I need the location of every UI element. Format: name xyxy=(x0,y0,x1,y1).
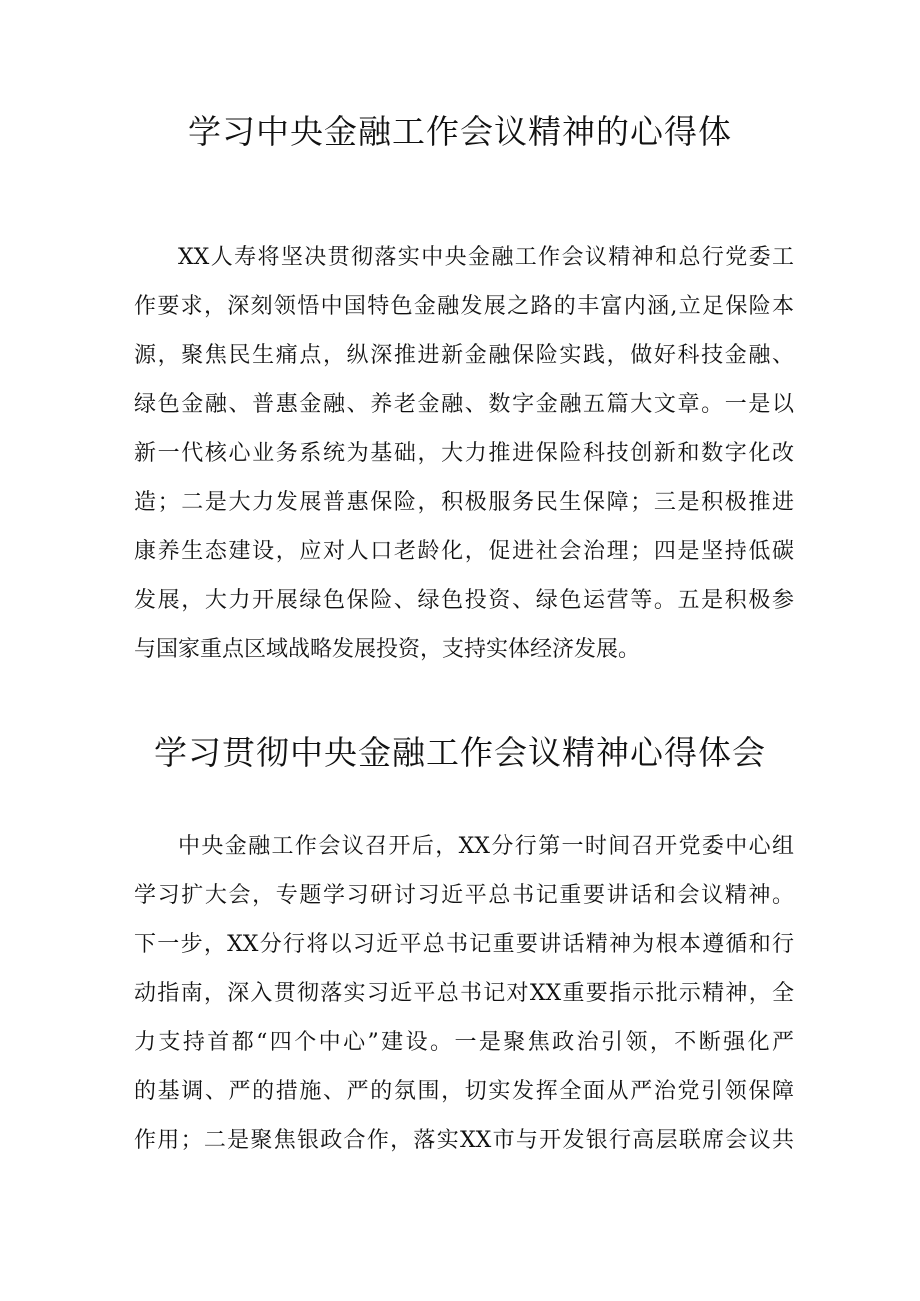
paragraph-line: 造；二是大力发展普惠保险，积极服务民生保障；三是积极推进 xyxy=(134,490,794,515)
paragraph-line: 力支持首都“四个中心”建设。一是聚焦政治引领，不断强化严 xyxy=(134,1030,794,1055)
paragraph-line: 发展，大力开展绿色保险、绿色投资、绿色运营等。五是积极参 xyxy=(134,588,794,613)
section-2-paragraph xyxy=(134,822,794,1165)
paragraph-line: 新一代核心业务系统为基础，大力推进保险科技创新和数字化改 xyxy=(134,441,794,466)
paragraph-line-last: 与国家重点区域战略发展投资，支持实体经济发展。 xyxy=(134,637,641,662)
section-2-title: 学习贯彻中央金融工作会议精神心得体会 xyxy=(154,733,766,772)
paragraph-line: 作用；二是聚焦银政合作，落实XX市与开发银行高层联席会议共 xyxy=(134,1128,794,1153)
paragraph-line: 绿色金融、普惠金融、养老金融、数字金融五篇大文章。一是以 xyxy=(134,392,794,417)
section-1-paragraph xyxy=(134,233,794,674)
paragraph-line: 的基调、严的措施、严的氛围，切实发挥全面从严治党引领保障 xyxy=(134,1079,794,1104)
paragraph-line: 动指南，深入贯彻落实习近平总书记对XX重要指示批示精神，全 xyxy=(134,981,794,1006)
paragraph-line: 下一步，XX分行将以习近平总书记重要讲话精神为根本遵循和行 xyxy=(134,932,794,957)
paragraph-line: 中央金融工作会议召开后，XX分行第一时间召开党委中心组 xyxy=(178,834,794,859)
section-1-title: 学习中央金融工作会议精神的心得体 xyxy=(188,112,732,151)
paragraph-line: XX人寿将坚决贯彻落实中央金融工作会议精神和总行党委工 xyxy=(178,245,794,270)
paragraph-line: 康养生态建设，应对人口老龄化，促进社会治理；四是坚持低碳 xyxy=(134,539,794,564)
paragraph-line: 源，聚焦民生痛点，纵深推进新金融保险实践，做好科技金融、 xyxy=(134,343,794,368)
paragraph-line: 学习扩大会，专题学习研讨习近平总书记重要讲话和会议精神。 xyxy=(134,883,794,908)
paragraph-line: 作要求，深刻领悟中国特色金融发展之路的丰富内涵,立足保险本 xyxy=(134,294,794,319)
